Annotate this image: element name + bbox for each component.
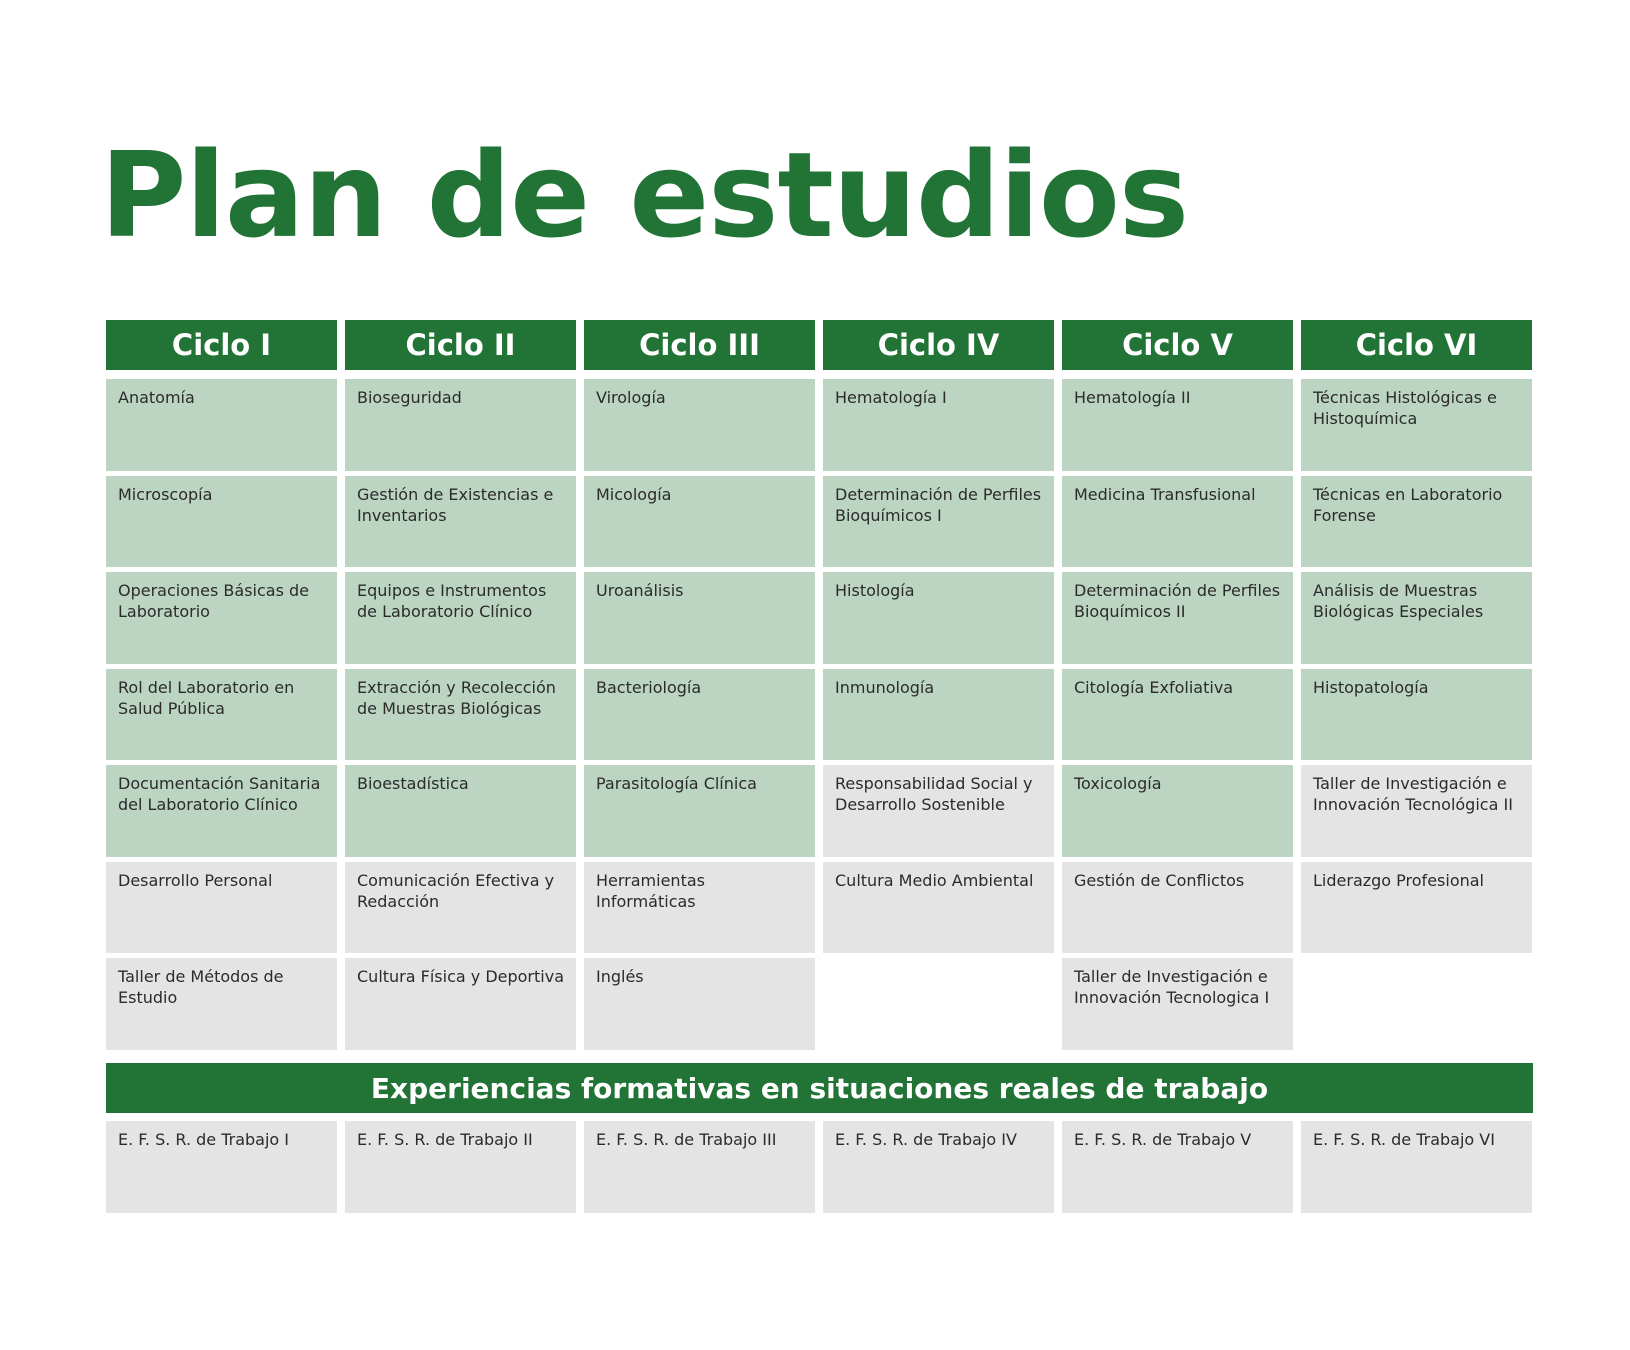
cycle-column (106, 379, 337, 1050)
course-cell: Bioseguridad (345, 379, 576, 471)
course-cell: Documentación Sanitaria del Laboratorio Clínico (106, 765, 337, 857)
experiencias-row (106, 1121, 1532, 1213)
course-cell: Taller de Investigación e Innovación Tecnologica I (1062, 958, 1293, 1050)
course-cell: Parasitología Clínica (584, 765, 815, 857)
course-cell: Hematología II (1062, 379, 1293, 471)
course-cell: Responsabilidad Social y Desarrollo Sostenible (823, 765, 1054, 857)
experiencia-cell: E. F. S. R. de Trabajo II (345, 1121, 576, 1213)
course-cell: Micología (584, 476, 815, 568)
course-cell: Virología (584, 379, 815, 471)
course-cell: Técnicas en Laboratorio Forense (1301, 476, 1532, 568)
course-cell: Bioestadística (345, 765, 576, 857)
course-cell: Operaciones Básicas de Laboratorio (106, 572, 337, 664)
course-cell: Taller de Investigación e Innovación Tecnológica II (1301, 765, 1532, 857)
experiencia-cell: E. F. S. R. de Trabajo V (1062, 1121, 1293, 1213)
cycle-header: Ciclo II (345, 320, 576, 370)
course-cell: Uroanálisis (584, 572, 815, 664)
experiencia-cell: E. F. S. R. de Trabajo VI (1301, 1121, 1532, 1213)
cycle-column (584, 379, 815, 1050)
course-cell: Liderazgo Profesional (1301, 862, 1532, 954)
course-cell: Análisis de Muestras Biológicas Especiales (1301, 572, 1532, 664)
curriculum-grid (106, 320, 1533, 1050)
cycle-header-row (106, 320, 1533, 370)
cycle-column (1301, 379, 1532, 1050)
cycle-header: Ciclo IV (823, 320, 1054, 370)
course-cell: Técnicas Histológicas e Histoquímica (1301, 379, 1532, 471)
course-cell: Rol del Laboratorio en Salud Pública (106, 669, 337, 761)
course-cell: Toxicología (1062, 765, 1293, 857)
experiencias-header: Experiencias formativas en situaciones reales de trabajo (106, 1063, 1533, 1113)
cycle-header: Ciclo VI (1301, 320, 1532, 370)
experiencia-cell: E. F. S. R. de Trabajo I (106, 1121, 337, 1213)
course-cell: Histología (823, 572, 1054, 664)
course-cell: Hematología I (823, 379, 1054, 471)
course-cell: Comunicación Efectiva y Redacción (345, 862, 576, 954)
cycle-column (345, 379, 576, 1050)
cycle-header: Ciclo V (1062, 320, 1293, 370)
course-cell: Gestión de Existencias e Inventarios (345, 476, 576, 568)
course-cell: Medicina Transfusional (1062, 476, 1293, 568)
course-columns (106, 379, 1533, 1050)
course-cell: Herramientas Informáticas (584, 862, 815, 954)
course-cell: Anatomía (106, 379, 337, 471)
course-cell: Bacteriología (584, 669, 815, 761)
course-cell: Gestión de Conflictos (1062, 862, 1293, 954)
course-cell: Equipos e Instrumentos de Laboratorio Clínico (345, 572, 576, 664)
cycle-column (1062, 379, 1293, 1050)
experiencia-cell: E. F. S. R. de Trabajo III (584, 1121, 815, 1213)
experiencia-cell: E. F. S. R. de Trabajo IV (823, 1121, 1054, 1213)
course-cell: Citología Exfoliativa (1062, 669, 1293, 761)
course-cell: Determinación de Perfiles Bioquímicos I (823, 476, 1054, 568)
course-cell: Determinación de Perfiles Bioquímicos II (1062, 572, 1293, 664)
course-cell: Histopatología (1301, 669, 1532, 761)
cycle-header: Ciclo III (584, 320, 815, 370)
cycle-header: Ciclo I (106, 320, 337, 370)
cycle-column (823, 379, 1054, 1050)
course-cell: Taller de Métodos de Estudio (106, 958, 337, 1050)
page-title: Plan de estudios (100, 126, 1189, 264)
course-cell: Extracción y Recolección de Muestras Biológicas (345, 669, 576, 761)
course-cell: Inmunología (823, 669, 1054, 761)
course-cell: Inglés (584, 958, 815, 1050)
course-cell: Cultura Física y Deportiva (345, 958, 576, 1050)
course-cell: Cultura Medio Ambiental (823, 862, 1054, 954)
course-cell: Microscopía (106, 476, 337, 568)
course-cell: Desarrollo Personal (106, 862, 337, 954)
